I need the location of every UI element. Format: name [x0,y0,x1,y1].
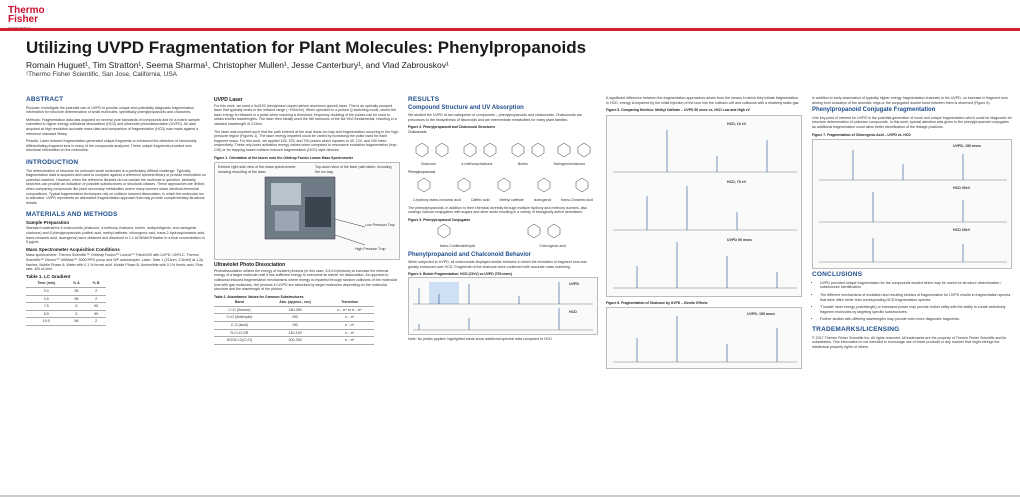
table-header: Band [214,299,265,306]
header-rule [0,28,1020,31]
abstract-heading: ABSTRACT [26,96,64,103]
table-header: % B [86,280,106,287]
phenylpropanoid-structures [408,174,598,196]
trademarks-text: © 2017 Thermo Fisher Scientific Inc. All rights reserved. All trademarks are the property of Thermo Fisher Scientific and its subsidiaries. This information is not intended to encourage use of these products in any manner that might infringe the intellectual property rights of others. [812,335,1007,349]
ms-conditions-heading: Mass Spectrometer Acquisition Conditions [26,246,120,252]
conclusions-heading: CONCLUSIONS [812,271,863,279]
list-item: • UVPD provided unique fragmentation for the compounds studied which may be useful for structure determination / substructure identification. [820,281,1012,290]
figure7-caption: Figure 7. Fragmentation of Chlorogenic Acid – UVPD vs. HCD [812,132,911,137]
figure4-spectra: UVPD HCD [408,277,598,335]
behavior-heading: Phenylpropanoid and Chalconoid Behavior [408,251,532,258]
compound-structure-heading: Compound Structure and UV Absorption [408,104,524,111]
figure6-spectra: UVPD, 150 msec [606,307,802,369]
table-row: C-O (Acid) 152 n→σ* [214,322,374,330]
structure-label: Chlorogenic acid [539,243,567,248]
column-4 [606,96,802,369]
figure3-caption: Figure 3. Phenylpropanoid Conjugates [408,217,471,222]
structure-label: 2-hydroxy-trans-cinnamic acid [412,197,461,202]
chalcone-spectra [607,308,803,368]
poster-title: Utilizing UVPD Fragmentation for Plant Molecules: Phenylpropanoids [26,38,587,57]
structure-label: Methyl caffeate [499,197,524,202]
sample-prep-text: Standard material for 6 chalconoids (chalcone, 4-methoxy chalcone, butein, isoliquiritigenin, and naringenin chalcone) and 8 phenylpropanoids (caffeic acid, methyl caffeate, chlorogenic acid, trans-2-hydroxycinnamic acid, trans-cinnamic acid, isoeugenol) were obtained and dissolved in 1:1 ACN/MeOH/water to a final concentration of 5 µg/mL. [26,226,206,245]
table-header: Transition [325,299,374,306]
column-2 [214,96,400,345]
column-1 [26,96,206,326]
structure-label: Butein [517,162,529,167]
abstract-methods: Methods: Fragmentation data was acquired on several pure standards of compounds and for a matrix sample submitted to higher-energy collisional dissociation (HCD) and ultraviolet photodissociation (UVPD). All data acquired at high resolution accurate mass data and comparison of fragmentation (HCD) was made against a reference standard library. [26,117,200,136]
intro-text: The determination of structure for unknown small molecules is a particularly difficult challenge. Typically, fragmentation data is acquired and used to compare against a reference spectral library or provide information on potential matches. However, when the reference libraries do not contain the molecule in question, similarity searches can provide an indication of possible substructures or structural classes. These approaches are limited when comparing compounds like plant secondary metabolites where many isomers share identical elemental compositions. Typical fragmentation techniques rely on collision induced dissociation, in which the molecular ion is activated. UVPD represents an alternative fragmentation approach that may provide complementary structural details. [26,168,206,205]
table-header: Time (min) [26,280,67,287]
figure2-caption: Figure 2. Phenylpropanoid and Chalconoid Structures [408,125,496,130]
column-3 [408,96,598,344]
table-row: 0.5 98 2 [26,295,106,303]
table-row: C=O (Ketone) 180-280 n→π* or π→π* [214,306,374,314]
phenylpropanoid-text: The phenylpropanoids, in addition to their chemical diversity through multiple hydroxy and methoxy isomers, also undergo various conjugation with sugars and other acids resulting in a variety of biologically active derivatives. [408,205,588,215]
thermo-fisher-logo: Thermo Fisher [8,5,45,25]
structure-label: trans-Cinnamic acid [561,197,593,202]
figure1-caption: Figure 1. Orientation of the lasers onto the Orbitrap Fusion Lumos Mass Spectrometer [214,155,354,160]
phenylpropanoids-label: Phenylpropanoids [408,169,436,174]
figure7-spectra: UVPD, 150 msec HCD 30eV HCD 25eV [812,139,1012,269]
figure6-caption: Figure 6. Fragmentation of Chalcone by UVPD – Kinetic Effects [606,300,708,305]
structure-label: Chalcone [420,162,436,167]
table-row: HOOC=C(C=O) 300-330 n→π* [214,337,374,345]
table-header: % A [67,280,87,287]
conjugate-text: One key point of interest for UVPD is the potential generation of novel and unique fragmentation which could be diagnostic for structure determination of unknown compounds. In this work, special attention was given to the phenylpropanoid conjugates as additional fragmentation could allow better identification of the linkage positions. [812,115,1012,129]
conclusions-list [812,281,1012,322]
structure-label: 4-methoxychalcone [461,162,493,167]
table-row: 0.0 98 2 [26,288,106,296]
table2-caption: Table 2. Absorbance Values for Common Substructures [214,294,304,299]
figure5-caption: Figure 5. Comparing Kinetics: Methyl Caffeate – UVPD 50 msec vs. HCD Low and High eV [606,108,750,113]
column-5 [812,96,1012,352]
chlorogenic-acid-spectra [813,140,1013,268]
table-row: C=O (Aldehyde) 290 n→π* [214,314,374,322]
list-item: • Further studies with differing wavelengths may provide even more diagnostic fragments. [820,317,1012,322]
lc-gradient-table [26,280,106,326]
instrument-illustration [215,163,401,259]
intro-heading: INTRODUCTION [26,158,79,166]
structure-label: trans-Coniferaldehyde [439,243,476,248]
table-header: Abs. (approx., nm) [265,299,325,306]
uvpd-laser-text-2: The laser was mounted such that the path entered at the dual linear ion trap and fragmentation occurring in the high-pressure region (Figures 1). The laser energy imparted could be varied by increasing the pulse used for each fragment mass. For this work, we applied 125, 375, and 750 pulses which equates to 40, 120, and 240 msec respectively. These rely lower activation energy values when compared to resonance excitation fragmentation (trap CID) or for trapping based collision induced fragmentation (HCD) style devices. [214,129,400,152]
chalconoids-label: Chalconoids [408,129,427,134]
photodissociation-heading: Ultraviolet Photo Dissociation [214,262,286,269]
affiliation: ¹Thermo Fisher Scientific, San Jose, California, USA [26,71,177,78]
table-row: 10.0 98 2 [26,318,106,326]
materials-heading: MATERIALS AND METHODS [26,211,118,219]
figure4-note: Note: No peaks applied; highlighted areas show additional spectral data compared to HCD [408,336,552,341]
figure5-spectra: HCD, 10 eV HCD, 75 eV UVPD 50 msec [606,115,802,297]
table-row: 8.5 5 95 [26,310,106,318]
uvpd-laser-text-1: For this work, we used a 5ul/193 (neodymium doped yttrium aluminum garnet) laser. This is an optically pumped laser that typically emits in the infrared range (~1064nm). When operated in a pulsed Q-switching mode, where the laser energy is released in a pulse when reaching a threshold, frequency doubling of the pulses can be used to obtain shorter wavelengths. The laser then ideally used the 5th harmonic of the Nd:YAG fundamental, resulting in a radiated wavelength of 213nm. [214,103,397,126]
figure4-caption: Figure 4. Butein Fragmentation: HCD (37eV) vs UVPD (750 msec) [408,272,513,277]
sample-prep-heading: Sample Preparation [26,219,70,225]
trademarks-heading: TRADEMARKS/LICENSING [812,325,900,333]
table-row: R-C=O-OR 140-190 n→π* [214,329,374,337]
photodissociation-text: Photodissociation utilizes the energy of incident photons (in this case, 5.8 eV/photons) to increase the internal energy of a target molecule until it has sufficient energy to overcome its barrier for dissociation. As opposed to collisional induced fragmentation mechanisms where energy is imparted through random collisions of the molecular ions with gas molecules, the photons in UVPD are absorbed by target molecules depending on the molecular structure and the wavelength of the photon. [214,268,398,292]
abstract-results: Results: Laser induced fragmentation generated unique fragments or enhanced the detection of structurally differentiating fragment ions in many of the compounds analyzed. These unique fragments provided new structural information on the molecules. [26,139,197,153]
authors: Romain Huguet¹, Tim Stratton¹, Seema Sharma¹, Christopher Mullen¹, Jesse Canterbury¹, and Vlad Zabrouskov¹ [26,60,449,70]
structure-label: Naringeninchalcone [553,162,586,167]
kinetics-text: A significant difference between the fragmentation approaches arises from the means in which they initiate fragmentation. In HCD, energy is imparted by the initial injection of the ions into the collision cell and collisions with a relatively static gas. [606,96,800,105]
list-item: • 'Tunable' laser energy (wavelength) or increased power may provide further utility with the ability to create selectively fragment molecules by targeting specific substructures. [820,305,1012,314]
abstract-purpose: Purpose: Investigate the potential use of UVPD to provide unique and potentially diagnostic fragmentation information for structure determination of small molecules, specifically phenylpropanoids and chalcones. [26,105,195,115]
methyl-caffeate-spectra [607,116,803,296]
absorbance-table [214,299,374,345]
figure1-instrument-image: Exterior right side view of the mass spectrometer showing mounting of the laser. Top-down view of the laser path taken, including the ion trap. Low Pression Trap High Pression Trap [214,162,400,260]
structure-label: Caffeic acid [470,197,490,202]
results-heading: RESULTS [408,96,440,103]
kinetics-text-2: In addition to early observation of typically higher energy fragmentation channels in the UVPD, on increase in fragment ions arising from ionization of the aromatic rings or the conjugated double bond between them is observed (Figure 6). [812,96,1008,105]
list-item: • The different mechanisms of excitation and resulting kinetics of fragmentation for UVPD results in fragmentation spectra that were often richer than corresponding HCD fragmentation spectra. [820,293,1012,302]
structure-label: Isoeugenol [533,197,552,202]
table-row: 7.5 5 95 [26,303,106,311]
conjugate-heading: Phenylpropanoid Conjugate Fragmentation [812,107,936,114]
behavior-text: When subjected to UVPD, all chalconoids displayed similar behavior in which the formation of fragment ions was greatly enhanced over HCD. Fragments of the chalcone were confirmed with accurate mass matching. [408,260,587,269]
uvpd-laser-heading: UVPD Laser [214,97,243,103]
conjugate-structures [408,222,598,242]
table1-caption: Table 1. LC Gradient [26,273,71,279]
compound-structure-text: We studied the UVPD of two categories of compounds – phenylpropanoids and chalconoids. Chalconoids are precursors to the biosynthesis of flavonoids and are intermediate metabolites for many plant families. [408,113,582,122]
chalconoid-structures [408,135,598,161]
ms-conditions-text: Mass spectrometer: Thermo Scientific™ Orbitrap Fusion™ Lumos™ Tribrid MS with UVPD. UHPLC: Thermo Scientific™ Dionex™ UltiMate™ 3000 RPG pump and WP autosampler. Laser: Gate 1 (213nm, 2.5mW) at 1-2µ flashes. Mobile Phase A: Water with 0.1 % formic acid. Mobile Phase B: Acetonitrile with 0.1% formic acid. Flow rate: 400 uL/min. [26,253,204,272]
